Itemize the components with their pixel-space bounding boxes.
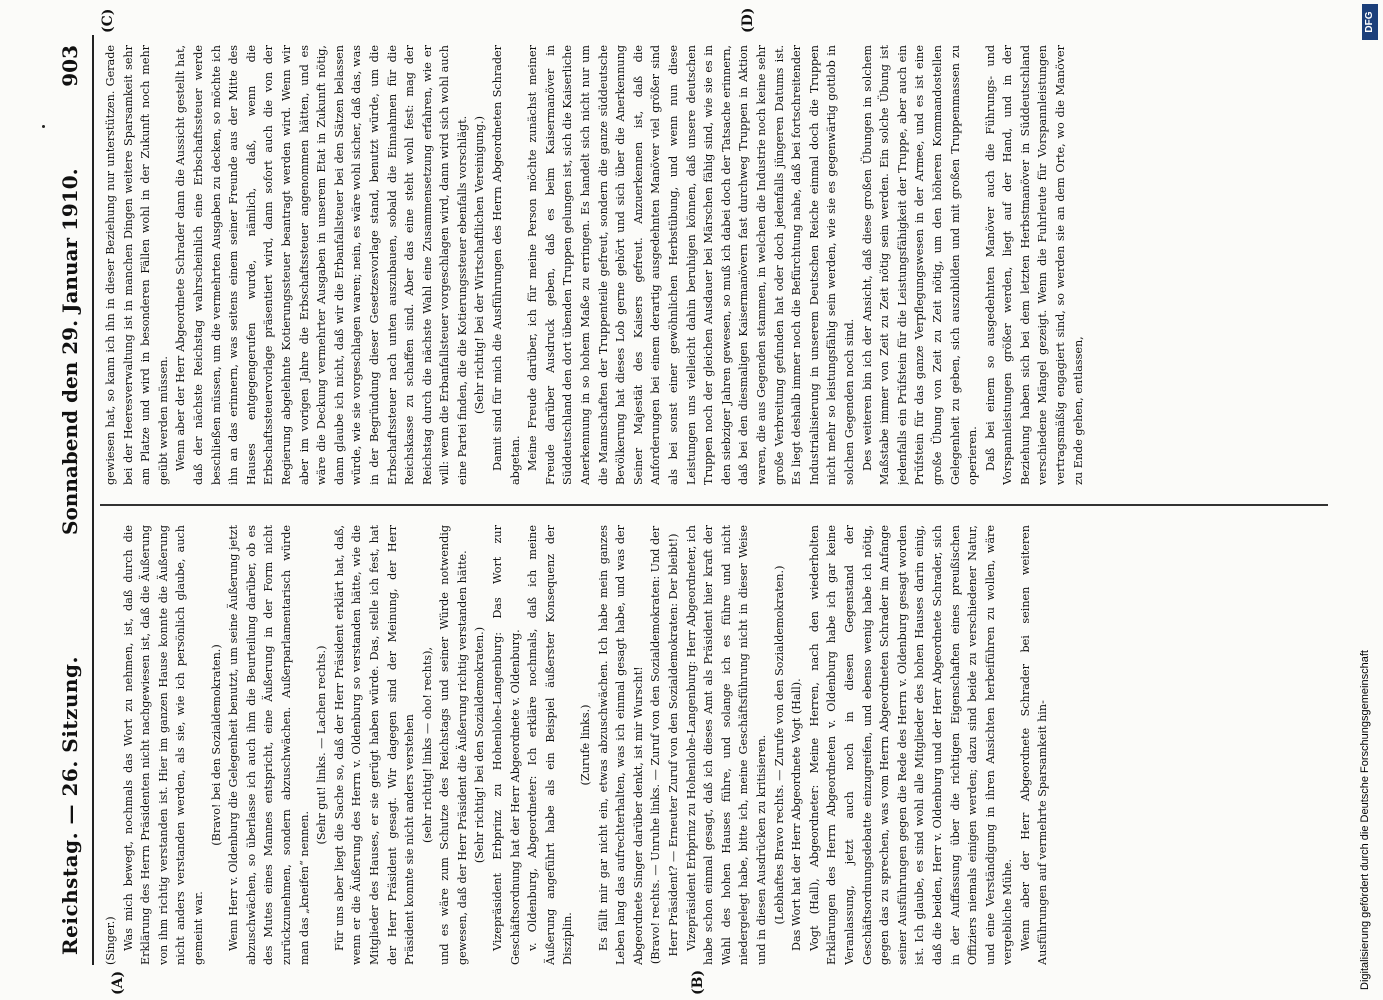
speck bbox=[42, 125, 45, 128]
margin-mark-b: (B) bbox=[690, 969, 706, 995]
paragraph: Meine Freude darüber, ich für meine Person möchte zunächst meiner Freude darüber Ausdruck geben, daß es beim Kaisermanöver in Süddeutschland den dort übenden Truppen gelungen ist, sich die Kaiserliche Anerkennung in so hohem Maße zu erringen. Es handelt sich nicht nur um die Mannschaften der Truppenteile gefreut, sondern die ganze süddeutsche Bevölkerung hat dieses Lob gerne gehört und sich über die Anerkennung Seiner Majestät des Kaisers gefreut. Anzuerkennen ist, daß die Anforderungen bei einem derartig ausgedehnten Manöver viel größer sind als bei sonst einer gewöhnlichen Herbstübung, und wenn nun diese Leistungen uns vielleicht dahin beruhigen können, daß unsere deutschen Truppen noch der gleichen Ausdauer bei Märschen fähig sind, wie sie es in den siebziger Jahren gewesen, so muß ich dabei doch der Tatsache erinnern, daß bei den diesmaligen Kaisermanövern fast durchweg Truppen in Aktion waren, die aus Gegenden stammen, in welchen die Industrie noch keine sehr große Verbreitung gefunden hat oder doch jedenfalls jüngeren Datums ist. Es liegt deshalb immer noch die Befürchtung nahe, daß bei fortschreitender Industrialisierung in unserem Deutschen Reiche einmal doch die Truppen nicht mehr so leistungsfähig sein werden, wie sie es gegenwärtig gottlob in solchen Gegenden noch sind. bbox=[526, 45, 856, 485]
paragraph: und es wäre zum Schutze des Reichstags und seiner Würde notwendig gewesen, daß der Herr Präsident die Äußerung richtig verstanden hätte. bbox=[438, 525, 469, 965]
dfg-logo: DFG bbox=[1362, 4, 1378, 40]
header-left: Reichstag. — 26. Sitzung. bbox=[58, 656, 82, 955]
paragraph: Für uns aber liegt die Sache so, daß der Herr Präsident erklärt hat, daß, wenn er die Äußerung des Herrn v. Oldenburg so verstanden hätte, wie die Mitglieder des Hauses, er sie gerügt haben würde. Das, stelle ich fest, hat der Herr Präsident gesagt. Wir dagegen sind der Meinung, der Herr Präsident konnte sie nicht anders verstehen bbox=[332, 525, 417, 965]
paragraph: v. Oldenburg, Abgeordneter: Ich erkläre nochmals, daß ich meine Äußerung angeführt habe als ein Beispiel äußerster Konsequenz der Disziplin. bbox=[526, 525, 575, 965]
margin-mark-a: (A) bbox=[110, 970, 126, 995]
paragraph: Wenn aber der Herr Abgeordnete Schrader bei seinen weiteren Ausführungen auf vermehrte Sparsamkeit hin- bbox=[1018, 525, 1050, 965]
interjection: (Bravo! rechts. — Unruhe links. — Zuruf von den Sozialdemokraten: Und der Herr Präsident? — Erneuter Zuruf von den Sozialdemokraten: Der bleibt!) bbox=[649, 525, 680, 965]
paragraph: Damit sind für mich die Ausführungen des Herrn Abgeordneten Schrader abgetan. bbox=[491, 45, 522, 485]
left-column bbox=[102, 525, 1327, 965]
interjection: (Sehr richtig! bei der Wirtschaftlichen Vereinigung.) bbox=[473, 116, 487, 414]
paragraph: Des weiteren bin ich der Ansicht, daß diese großen Übungen in solchem Maßstabe immer von Zeit zu Zeit nötig sein werden. Ein solche Übung ist jedenfalls ein Prüfstein für die Leistungsfähigkeit der Truppe, aber auch ein Prüfstein für das ganze Verpflegungswesen in der Armee, und es ist eine große Übung von Zeit zu Zeit nötig, um den höheren Kommandostellen Gelegenheit zu geben, sich auszubilden und mit großen Truppenmassen zu operieren. bbox=[860, 45, 980, 485]
interjection: (Sehr gut! links. — Lachen rechts.) bbox=[315, 645, 329, 845]
digitization-credit bbox=[1350, 10, 1380, 990]
column-divider bbox=[100, 505, 1328, 507]
right-column bbox=[102, 45, 1327, 485]
paragraph: Wenn Herr v. Oldenburg die Gelegenheit benutzt, um seine Äußerung jetzt abzuschwächen, so überlasse ich auch ihm die Beurteilung darüber, ob es des Mutes eines Mannes entspricht, eine Äußerung in der Form nicht zurückzunehmen, sondern abzuschwächen. Außerparlamentarisch würde man das „kneifen“ nennen. bbox=[227, 525, 311, 965]
margin-mark-d: (D) bbox=[740, 7, 756, 33]
interjection: (Zurufe links.) bbox=[579, 704, 593, 786]
header-date: Sonnabend den 29. Januar 1910. bbox=[58, 168, 82, 535]
page-header bbox=[50, 35, 94, 965]
paragraph: Vizepräsident Erbprinz zu Hohenlohe-Langenburg: Das Wort zur Geschäftsordnung hat der Herr Abgeordnete v. Oldenburg. bbox=[491, 525, 522, 965]
rotated-newspaper-page bbox=[50, 7, 1340, 995]
paragraph: (Singer.) bbox=[104, 916, 117, 965]
paragraph: Es fällt mir gar nicht ein, etwas abzuschwächen. Ich habe mein ganzes Leben lang das aufrechterhalten, was ich einmal gesagt habe, und was der Abgeordnete Singer darüber denkt, ist mir Wurscht! bbox=[596, 525, 645, 965]
paragraph: Daß bei einem so ausgedehnten Manöver auch die Führungs- und Vorspannleistungen größer werden, liegt auf der Hand, und in der Beziehung haben sich bei dem letzten Herbstmanöver in Süddeutschland verschiedene Mängel gezeigt. Wenn die Fuhrleute für Vorspannleistungen vertragsmäßig engagiert sind, so werden sie an dem Orte, wo die Manöver zu Ende gehen, entlassen, bbox=[983, 45, 1085, 485]
interjection: (Sehr richtig! bei den Sozialdemokraten.) bbox=[473, 626, 487, 864]
paragraph: Vizepräsident Erbprinz zu Hohenlohe-Langenburg: Herr Abgeordneter, ich habe schon einmal gesagt, daß ich dieses Amt als Präsident hier kraft der Wahl des hohen Hauses führe, und solange ich es führe und nicht niedergelegt habe, bitte ich, meine Geschäftsführung nicht in dieser Weise und in diesen Ausdrücken zu kritisieren. bbox=[684, 525, 768, 965]
paragraph: Das Wort hat der Herr Abgeordnete Vogt (Hall). bbox=[790, 678, 804, 951]
interjection: (Bravo! bei den Sozialdemokraten.) bbox=[209, 644, 223, 846]
page-number: 903 bbox=[58, 45, 82, 87]
paragraph: Was mich bewegt, nochmals das Wort zu nehmen, ist, daß durch die Erklärung des Herrn Präsidenten nicht nachgewiesen ist, daß die Äußerung von ihm richtig verstanden ist. Hier im ganzen Hause konnte die Äußerung nicht anders verstanden werden, als sie, wie ich persönlich glaube, auch gemeint war. bbox=[121, 525, 205, 965]
paragraph: Wenn aber der Herr Abgeordnete Schrader dann die Aussicht gestellt hat, daß der nächste Reichstag wahrscheinlich eine Erbschaftssteuer werde beschließen müssen, um die vermehrten Ausgaben zu decken, so möchte ich ihn an das erinnern, was seitens einem seiner Freunde aus der Mitte des Hauses entgegengerufen wurde, nämlich, daß, wenn die Erbschaftssteuervorlage präsentiert wird, dann sofort auch die von der Regierung abgelehnte Kotierungssteuer beantragt werden wird. Wenn wir aber im vorigen Jahre die Erbschaftssteuer angenommen hätten, und es wäre die Deckung vermehrter Ausgaben in unserem Etat in Zukunft nötig, dann glaube ich nicht, daß wir die Erbanfallsteuer bei den Sätzen belassen würde, wie sie vorgeschlagen waren; nein, es wäre wohl sicher, daß das, was in der Begründung dieser Gesetzesvorlage stand, benutzt würde, um die Erbschaftssteuer nach unten auszubauen, sobald die Einnahmen für die Reichskasse zu schaffen sind. Aber das eine steht wohl fest: mag der Reichstag durch die nächste Wahl eine Zusammensetzung erfahren, wie er will: wenn die Erbanfallsteuer vorgeschlagen wird, dann wird sich wohl auch eine Partei finden, die die Kotierungssteuer ebenfalls vorschlägt. bbox=[174, 45, 469, 485]
margin-mark-c: (C) bbox=[100, 8, 116, 33]
interjection: (Lebhaftes Bravo rechts. — Zurufe von den Sozialdemokraten.) bbox=[772, 565, 786, 925]
paragraph: gewiesen hat, so kann ich ihn in dieser Beziehung nur unterstützen. Gerade bei der Heeresverwaltung ist in manchen Dingen weitere Sparsamkeit sehr am Platze und wird in besonderen Fällen wohl in der Zukunft noch mehr geübt werden müssen. bbox=[104, 45, 170, 485]
paragraph: Vogt (Hall), Abgeordneter: Meine Herren, nach den wiederholten Erklärungen des Herrn Abgeordneten v. Oldenburg habe ich gar keine Veranlassung, jetzt auch noch in diesen Gegenstand der Geschäftsordnungsdebatte einzugreifen, und ebenso wenig habe ich nötig, gegen das zu sprechen, was vom Herrn Abgeordneten Schrader im Anfange seiner Ausführungen gegen die Rede des Herrn v. Oldenburg gesagt worden ist. Ich glaube, es sind wohl alle Mitglieder des hohen Hauses darin einig, daß die beiden, Herr v. Oldenburg und der Herr Abgeordnete Schrader, sich in der Auffassung über die richtigen Eigenschaften eines preußischen Offiziers niemals einigen werden; dazu sind beide zu verschiedener Natur, und eine Verständigung in ihren Ansichten herbeiführen zu wollen, wäre vergebliche Mühe. bbox=[807, 525, 1015, 965]
credit-text: Digitalisierung gefördert durch die Deutsche Forschungsgemeinschaft bbox=[1359, 650, 1371, 990]
interjection: (sehr richtig! links — oho! rechts), bbox=[420, 646, 434, 844]
